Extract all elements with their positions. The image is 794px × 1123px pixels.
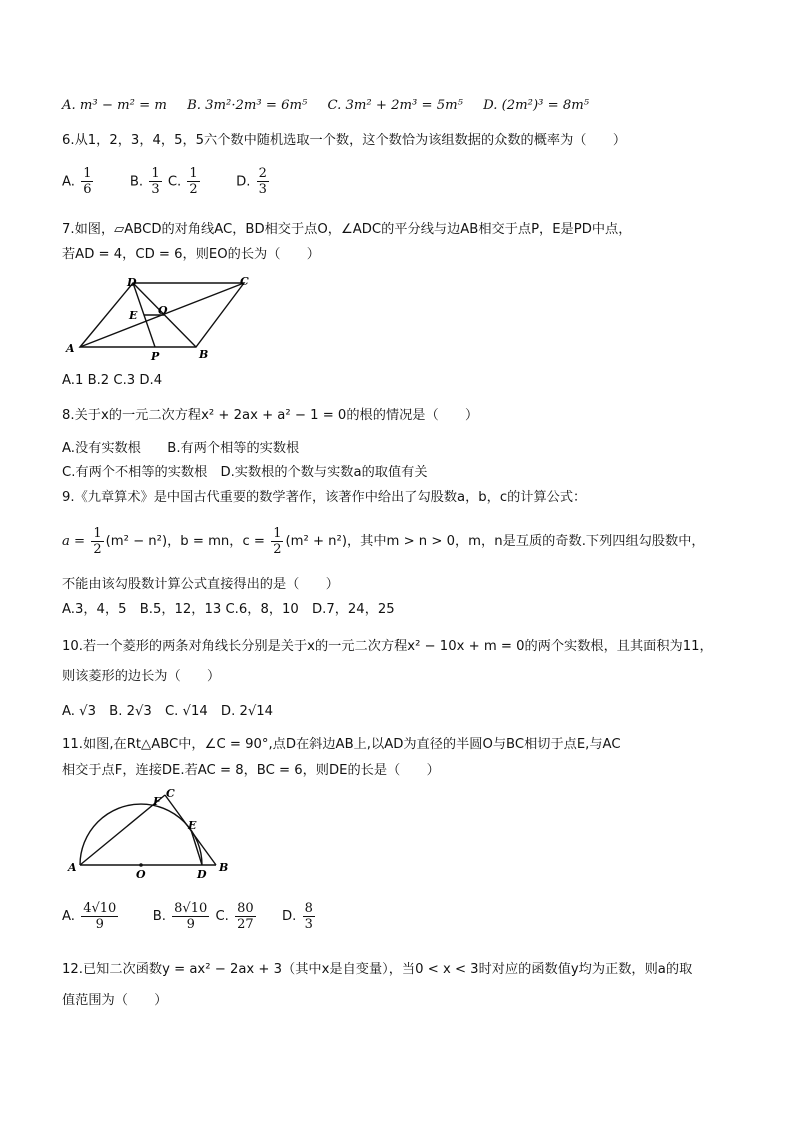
q11-option-a-fraction xyxy=(81,901,118,932)
label-c: C xyxy=(240,275,249,288)
q9-formula-line xyxy=(62,525,705,559)
q5-option-c: C. 3m² + 2m³ = 5m⁵ xyxy=(327,98,463,113)
q8-stem: 8.关于x的一元二次方程x² + 2ax + a² − 1 = 0的根的情况是（ ） xyxy=(62,408,479,423)
q9-formula-a-body: (m² − n²)，b = mn，c = xyxy=(105,534,265,549)
q6-c-numerator: 1 xyxy=(189,166,198,181)
q9-formula-a-prefix: a = xyxy=(62,534,86,549)
q11-option-c-label: C. xyxy=(215,909,229,924)
q11-stem-line1: 11.如图,在Rt△ABC中，∠C = 90°,点D在斜边AB上,以AD为直径的半圆O与BC相切于点E,与AC xyxy=(62,737,621,752)
q9-half-denominator-2: 2 xyxy=(273,541,282,557)
q6-b-denominator: 3 xyxy=(151,182,160,197)
q7-parallelogram-figure xyxy=(62,272,262,367)
q11-c-denominator: 27 xyxy=(237,916,254,932)
label-o: O xyxy=(158,304,168,317)
q6-c-denominator: 2 xyxy=(189,182,198,197)
q11-b-numerator: 8√10 xyxy=(174,900,208,916)
q10-stem-line2: 则该菱形的边长为（ ） xyxy=(62,669,221,684)
q9-half-numerator: 1 xyxy=(93,525,102,541)
q6-d-denominator: 3 xyxy=(258,182,267,197)
q11-semicircle-figure xyxy=(62,785,242,885)
label-c: C xyxy=(166,787,175,800)
q8-options-line2: C.有两个不相等的实数根 D.实数根的个数与实数a的取值有关 xyxy=(62,465,428,480)
q6-b-numerator: 1 xyxy=(151,166,160,181)
q6-option-b-fraction xyxy=(149,166,161,197)
q6-option-d-fraction xyxy=(257,166,269,197)
label-p: P xyxy=(151,350,160,363)
q6-option-b-label: B. xyxy=(129,174,144,190)
q9-stem-line1: 9.《九章算术》是中国古代重要的数学著作，该著作中给出了勾股数a，b，c的计算公式： xyxy=(62,490,587,505)
q9-options: A.3，4，5 B.5，12，13 C.6，8，10 D.7，24，25 xyxy=(62,602,395,617)
q11-option-d-fraction xyxy=(303,901,315,932)
q6-option-c-label: C. xyxy=(167,174,182,190)
label-f: F xyxy=(153,795,161,808)
q7-stem-line1: 7.如图，▱ABCD的对角线AC，BD相交于点O，∠ADC的平分线与边AB相交于点P，E是PD中点， xyxy=(62,222,632,237)
q11-stem-line2: 相交于点F，连接DE.若AC = 8，BC = 6，则DE的长是（ ） xyxy=(62,763,440,778)
q11-option-b-label: B. xyxy=(152,909,166,924)
q7-options: A.1 B.2 C.3 D.4 xyxy=(62,373,163,388)
q11-option-a-label: A. xyxy=(62,909,75,924)
label-e: E xyxy=(188,819,197,832)
q6-option-a-fraction xyxy=(81,166,93,197)
q12-stem-line1: 12.已知二次函数y = ax² − 2ax + 3（其中x是自变量），当0 < x < 3时对应的函数值y均为正数，则a的取 xyxy=(62,962,693,977)
q6-stem: 6.从1，2，3，4，5，5六个数中随机选取一个数，这个数恰为该组数据的众数的概率为（ ） xyxy=(62,133,627,148)
q5-option-a: A. m³ − m² = m xyxy=(62,98,167,113)
center-o-dot xyxy=(139,863,143,867)
q5-option-d: D. (2m²)³ = 8m⁵ xyxy=(483,98,590,113)
label-a: A xyxy=(66,342,75,355)
q11-d-denominator: 3 xyxy=(304,916,313,932)
q6-option-d-label: D. xyxy=(236,174,251,190)
q6-option-a-label: A. xyxy=(62,174,75,190)
label-b: B xyxy=(199,348,209,361)
q9-half-numerator-2: 1 xyxy=(273,525,282,541)
q6-d-numerator: 2 xyxy=(258,166,267,181)
q11-c-numerator: 80 xyxy=(237,900,254,916)
q11-a-numerator: 4√10 xyxy=(83,900,117,916)
q6-a-denominator: 6 xyxy=(83,182,92,197)
q12-stem-line2: 值范围为（ ） xyxy=(62,993,168,1008)
label-b: B xyxy=(219,861,229,874)
q6-options xyxy=(62,166,271,198)
q7-stem-line2: 若AD = 4，CD = 6，则EO的长为（ ） xyxy=(62,247,320,262)
label-d: D xyxy=(197,868,207,881)
q6-option-c-fraction xyxy=(187,166,199,197)
q9-half-fraction-2 xyxy=(271,526,283,557)
q11-option-d-label: D. xyxy=(282,909,297,924)
q11-b-denominator: 9 xyxy=(186,916,195,932)
q11-options xyxy=(62,900,317,934)
label-e: E xyxy=(129,309,138,322)
q5-option-b: B. 3m²·2m³ = 6m⁵ xyxy=(187,98,308,113)
segment-de xyxy=(191,830,202,865)
q6-a-numerator: 1 xyxy=(83,166,92,181)
q10-stem-line1: 10.若一个菱形的两条对角线长分别是关于x的一元二次方程x² − 10x + m = 0的两个实数根，且其面积为11， xyxy=(62,639,713,654)
q9-stem-line3: 不能由该勾股数计算公式直接得出的是（ ） xyxy=(62,577,339,592)
q11-a-denominator: 9 xyxy=(95,916,104,932)
q11-option-c-fraction xyxy=(235,901,256,932)
q10-options: A. √3 B. 2√3 C. √14 D. 2√14 xyxy=(62,704,274,719)
label-d: D xyxy=(127,276,137,289)
label-o: O xyxy=(136,868,146,881)
q9-formula-c-body: (m² + n²)，其中m > n > 0，m，n是互质的奇数.下列四组勾股数中， xyxy=(285,534,705,549)
q9-half-fraction-1 xyxy=(91,526,103,557)
q11-d-numerator: 8 xyxy=(304,900,313,916)
q5-options xyxy=(62,96,605,116)
q9-half-denominator: 2 xyxy=(93,541,102,557)
semicircle-o xyxy=(80,804,202,865)
q11-option-b-fraction xyxy=(172,901,209,932)
q8-options-line1: A.没有实数根 B.有两个相等的实数根 xyxy=(62,441,300,456)
label-a: A xyxy=(68,861,77,874)
